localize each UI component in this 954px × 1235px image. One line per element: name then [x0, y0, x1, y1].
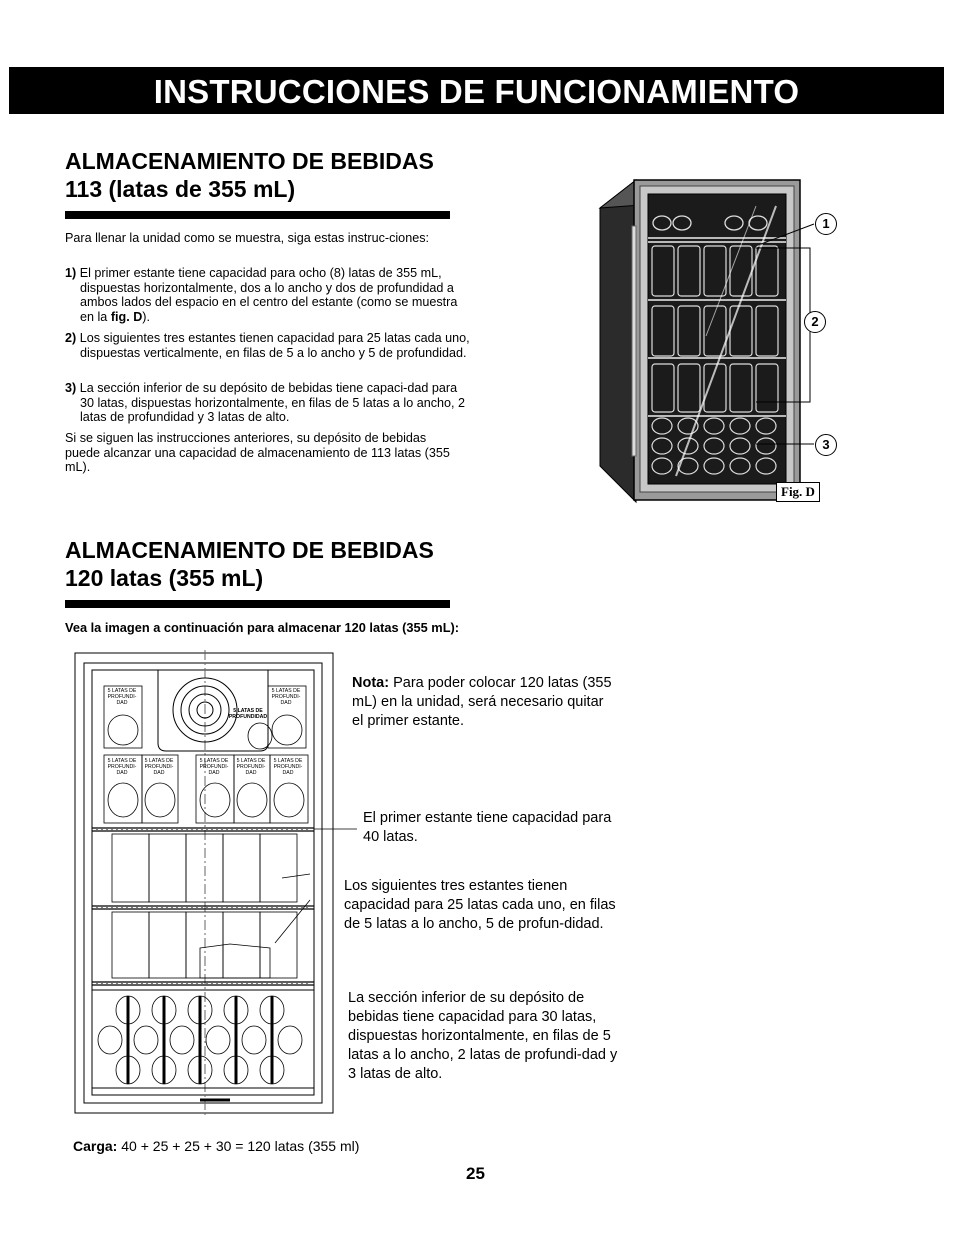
load-summary — [73, 1138, 359, 1154]
fan-can-label: 5 LATAS DE PROFUNDIDAD — [228, 708, 268, 720]
can-group-label: 5 LATAS DE PROFUNDI-DAD — [236, 758, 266, 776]
note-text — [352, 674, 617, 731]
can-group-label: 5 LATAS DE PROFUNDI-DAD — [271, 688, 301, 706]
item-text: La sección inferior de su depósito de bebidas tiene capaci-dad para 30 latas, dispuestas horizontalmente, en filas de 5 latas a lo ancho, 2 latas de profundidad y 3 latas de alto. — [79, 381, 466, 425]
item-number: 3) — [65, 381, 77, 395]
page-number: 25 — [466, 1164, 485, 1183]
item-number: 2) — [65, 331, 77, 345]
section1-title-line2: 113 (latas de 355 mL) — [65, 176, 296, 202]
note-label: Nota: — [352, 675, 390, 691]
section1-summary: Si se siguen las instrucciones anteriores, su depósito de bebidas puede alcanzar una capacidad de almacenamiento de 113 latas (355 mL). — [65, 431, 450, 475]
fridge-figure-d — [596, 176, 846, 506]
can-group-label: 5 LATAS DE PROFUNDI-DAD — [107, 688, 137, 706]
can-group-label: 5 LATAS DE PROFUNDI-DAD — [144, 758, 174, 776]
section1-rule — [65, 211, 450, 219]
callout-3: 3 — [815, 434, 837, 456]
instruction-item-2 — [65, 331, 470, 360]
load-formula: 40 + 25 + 25 + 30 = 120 latas (355 ml) — [117, 1138, 360, 1154]
section1-intro: Para llenar la unidad como se muestra, siga estas instruc-ciones: — [65, 231, 429, 245]
annotation-bottom-section: La sección inferior de su depósito de bebidas tiene capacidad para 30 latas, dispuestas horizontalmente, en filas de 5 latas a lo ancho, 2 latas de profundi-dad y 3 latas de alto. — [348, 990, 618, 1082]
can-group-label: 5 LATAS DE PROFUNDI-DAD — [273, 758, 303, 776]
section1-title-line1: ALMACENAMIENTO DE BEBIDAS — [65, 148, 434, 174]
item-text: El primer estante tiene capacidad para ocho (8) latas de 355 mL, dispuestas horizontalmente, dos a lo ancho y dos de profundidad a ambos lados del espacio en el centro del estante (como se muestra en la — [79, 266, 458, 324]
annotation-next-shelves: Los siguientes tres estantes tienen capacidad para 25 latas cada uno, en filas de 5 latas a lo ancho, 5 de profun-didad. — [344, 878, 616, 932]
bottom-can-bars — [128, 996, 272, 1084]
instruction-item-3 — [65, 381, 470, 425]
can-group-label: 5 LATAS DE PROFUNDI-DAD — [199, 758, 229, 776]
page-title: INSTRUCCIONES DE FUNCIONAMIENTO — [153, 73, 800, 110]
item-text: Los siguientes tres estantes tienen capacidad para 25 latas cada uno, dispuestas verticalmente, en filas de 5 a lo ancho y 5 de profundidad. — [79, 331, 470, 360]
item-bold: fig. D — [110, 309, 143, 324]
figure-label: Fig. D — [776, 482, 820, 502]
item-text-end: ). — [142, 309, 150, 324]
callout-1: 1 — [815, 213, 837, 235]
top-can-groups — [104, 686, 308, 823]
section2-title-line1: ALMACENAMIENTO DE BEBIDAS — [65, 537, 434, 563]
callout-2: 2 — [804, 311, 826, 333]
fridge-handle — [632, 226, 636, 456]
fridge-side-panel — [600, 180, 636, 502]
section2-lead: Vea la imagen a continuación para almacenar 120 latas (355 mL): — [65, 620, 460, 635]
load-label: Carga: — [73, 1138, 118, 1154]
annotation-first-shelf: El primer estante tiene capacidad para 40 latas. — [363, 810, 612, 845]
section2-rule — [65, 600, 450, 608]
item-number: 1) — [65, 266, 77, 280]
instruction-item-1 — [65, 266, 470, 324]
fridge-120-diagram — [70, 648, 370, 1118]
can-group-label: 5 LATAS DE PROFUNDI-DAD — [107, 758, 137, 776]
fridge-outer — [75, 653, 333, 1113]
note-body: Para poder colocar 120 latas (355 mL) en la unidad, será necesario quitar el primer estante. — [352, 675, 612, 729]
section2-title-line2: 120 latas (355 mL) — [65, 565, 264, 591]
